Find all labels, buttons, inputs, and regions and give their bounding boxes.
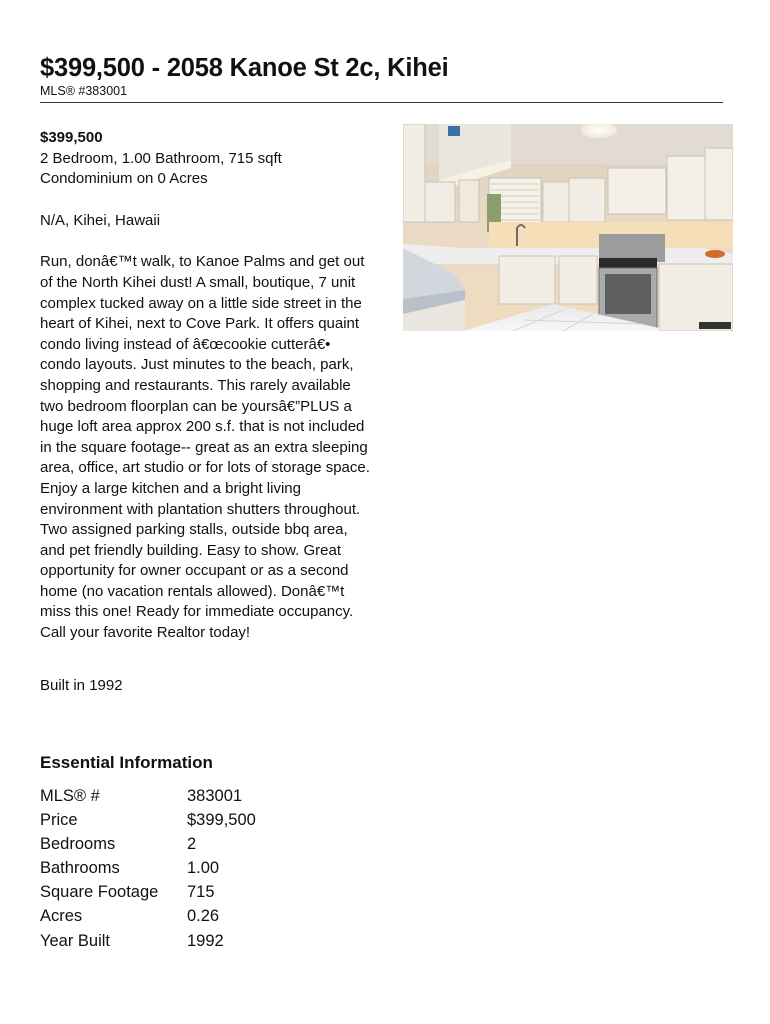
kitchen-photo xyxy=(403,124,733,331)
listing-description: Run, donâ€™t walk, to Kanoe Palms and get out of the North Kihei dust! A small, boutique, 7 unit complex tucked away on a little side street in the heart of Kihei, next to Cove Park. It offers quaint condo living instead of â€œcookie cutterâ€• condo layouts. Just minutes to the beach, park, shopping and restaurants. This rarely available two bedroom floorplan can be yoursâ€”PLUS a huge loft area approx 200 s.f. that is not included in the square footage-- great as an extra sleeping area, office, art studio or for lots of storage space. Enjoy a large kitchen and a bright living environment with plantation shutters throughout. Two assigned parking stalls, outside bbq area, and pet friendly building. Easy to show. Great opportunity for owner occupant or as a second home (no vacation rentals allowed). Donâ€™t miss this one! Ready for immediate occupancy. Call your favorite Realtor today! xyxy=(40,253,370,642)
essential-value: 0.26 xyxy=(187,907,220,926)
header-divider xyxy=(40,102,723,103)
essential-value: 383001 xyxy=(187,787,243,805)
essential-row-bathrooms xyxy=(40,856,380,880)
essential-row-bedrooms xyxy=(40,832,380,856)
listing-summary-type: Condominium on 0 Acres xyxy=(40,170,208,188)
listing-built-year: Built in 1992 xyxy=(40,676,123,694)
kitchen-photo-drawing xyxy=(403,124,733,331)
essential-label: Bedrooms xyxy=(40,835,116,854)
essential-value: 1992 xyxy=(187,931,224,950)
essential-row-year-built xyxy=(40,929,380,953)
essential-label: Price xyxy=(40,811,78,830)
essential-label: Year Built xyxy=(40,931,111,950)
essential-label: Bathrooms xyxy=(40,859,120,878)
essential-information xyxy=(40,752,380,953)
essential-value: 1.00 xyxy=(187,859,220,878)
essential-row-acres xyxy=(40,904,380,928)
essential-row-square-footage xyxy=(40,880,380,904)
listing-price: $399,500 xyxy=(40,129,103,146)
essential-label: MLS® # xyxy=(40,787,100,805)
essential-row-price xyxy=(40,808,380,832)
listing-location: N/A, Kihei, Hawaii xyxy=(40,211,161,229)
essential-value: 715 xyxy=(187,883,215,902)
essential-value: 2 xyxy=(187,835,197,854)
mls-number: MLS® #383001 xyxy=(40,84,128,98)
listing-details xyxy=(40,128,372,696)
essential-label: Square Footage xyxy=(40,883,159,902)
listing-header xyxy=(40,52,723,98)
essential-value: $399,500 xyxy=(187,811,256,830)
essential-information-heading: Essential Information xyxy=(40,753,213,772)
essential-row-mls xyxy=(40,784,380,808)
page-title: $399,500 - 2058 Kanoe St 2c, Kihei xyxy=(40,54,449,82)
essential-label: Acres xyxy=(40,907,83,926)
listing-summary-rooms: 2 Bedroom, 1.00 Bathroom, 715 sqft xyxy=(40,149,282,167)
